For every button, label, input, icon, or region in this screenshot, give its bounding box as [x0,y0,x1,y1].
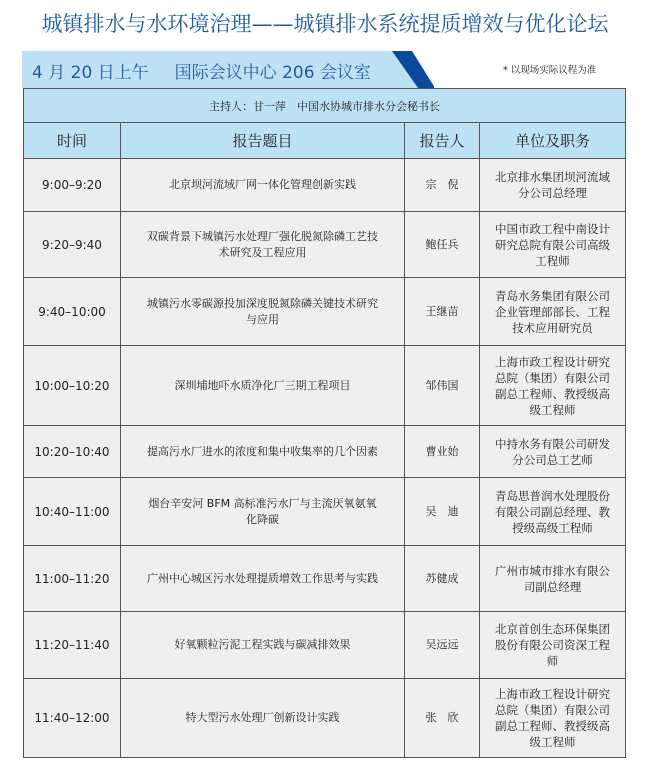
header-time: 时间 [24,123,121,159]
host-row [24,89,626,123]
table-header [24,123,626,159]
agenda-table [23,88,626,758]
cell-topic: 特大型污水处理厂创新设计实践 [121,679,405,758]
cell-org: 青岛思普润水处理股份有限公司副总经理、教授级高级工程师 [480,478,626,546]
page-title: 城镇排水与水环境治理——城镇排水系统提质增效与优化论坛 [41,12,609,36]
host-label: 主持人： [209,99,253,113]
agenda-disclaimer: * 以现场实际议程为准 [503,65,597,76]
table-row [24,159,626,212]
cell-speaker: 王继苗 [405,278,480,346]
table-row [24,478,626,546]
cell-topic: 烟台辛安河 BFM 高标准污水厂与主流厌氧氨氧化降碳 [121,478,405,546]
cell-topic: 城镇污水零碳源投加深度脱氮除磷关键技术研究与应用 [121,278,405,346]
table-row [24,612,626,679]
cell-org: 北京排水集团坝河流域分公司总经理 [480,159,626,212]
cell-time: 10:00–10:20 [24,346,121,426]
session-venue: 国际会议中心 206 会议室 [174,63,371,83]
cell-time: 10:40–11:00 [24,478,121,546]
host-title: 中国水协城市排水分会秘书长 [297,99,440,113]
cell-topic: 广州中心城区污水处理提质增效工作思考与实践 [121,546,405,612]
cell-org: 广州市城市排水有限公司副总经理 [480,546,626,612]
cell-topic: 北京坝河流域厂网一体化管理创新实践 [121,159,405,212]
cell-speaker: 吴 迪 [405,478,480,546]
cell-time: 11:00–11:20 [24,546,121,612]
cell-time: 9:20–9:40 [24,212,121,278]
table-row [24,546,626,612]
cell-org: 青岛水务集团有限公司企业管理部部长、工程技术应用研究员 [480,278,626,346]
cell-time: 11:20–11:40 [24,612,121,679]
cell-speaker: 苏健成 [405,546,480,612]
cell-topic: 深圳埔地吓水质净化厂三期工程项目 [121,346,405,426]
session-banner [22,51,432,88]
cell-topic: 双碳背景下城镇污水处理厂强化脱氮除磷工艺技术研究及工程应用 [121,212,405,278]
cell-org: 中国市政工程中南设计研究总院有限公司高级工程师 [480,212,626,278]
host-info [24,89,626,123]
table-row [24,679,626,758]
host-name: 甘一萍 [253,99,286,113]
cell-speaker: 吴远远 [405,612,480,679]
table-row [24,426,626,478]
cell-org: 上海市政工程设计研究总院（集团）有限公司副总工程师、教授级高级工程师 [480,346,626,426]
table-row [24,346,626,426]
session-info [32,58,371,83]
cell-time: 9:40–10:00 [24,278,121,346]
cell-time: 9:00–9:20 [24,159,121,212]
cell-speaker: 鲍任兵 [405,212,480,278]
cell-speaker: 邹伟国 [405,346,480,426]
cell-speaker: 宗 倪 [405,159,480,212]
cell-speaker: 张 欣 [405,679,480,758]
cell-org: 北京首创生态环保集团股份有限公司资深工程师 [480,612,626,679]
cell-org: 上海市政工程设计研究总院（集团）有限公司副总工程师、教授级高级工程师 [480,679,626,758]
header-speaker: 报告人 [405,123,480,159]
table-row [24,278,626,346]
cell-topic: 提高污水厂进水的浓度和集中收集率的几个因素 [121,426,405,478]
table-row [24,212,626,278]
header-topic: 报告题目 [121,123,405,159]
session-date: 4 月 20 日上午 [32,63,149,83]
header-org: 单位及职务 [480,123,626,159]
cell-speaker: 曹业始 [405,426,480,478]
cell-topic: 好氧颗粒污泥工程实践与碳减排效果 [121,612,405,679]
cell-org: 中持水务有限公司研发分公司总工艺师 [480,426,626,478]
cell-time: 10:20–10:40 [24,426,121,478]
cell-time: 11:40–12:00 [24,679,121,758]
